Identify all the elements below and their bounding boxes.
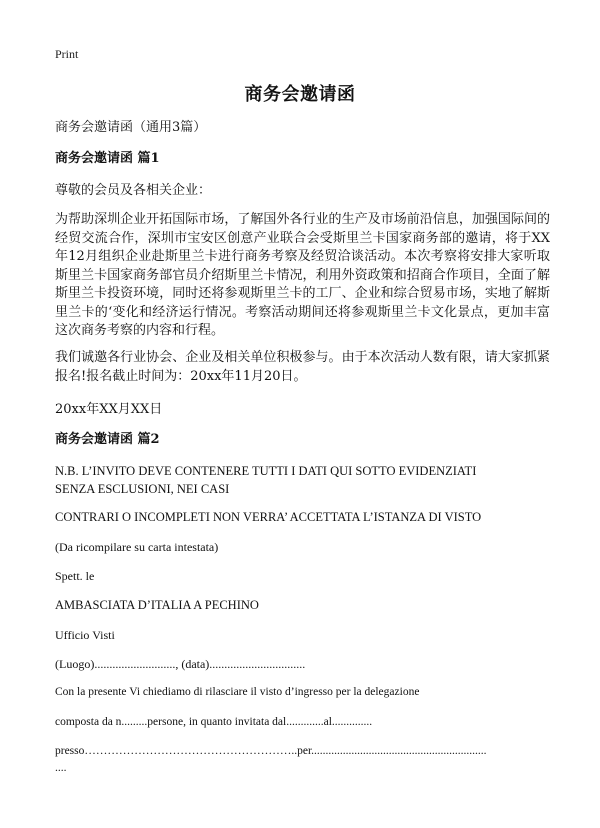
- presso-continuation: ....: [55, 762, 67, 774]
- section1-invite: 我们诚邀各行业协会、企业及相关单位积极参与。由于本次活动人数有限，请大家抓紧报名!报名截止时间为：20xx年11月20日。: [55, 350, 550, 384]
- recompile-note: (Da ricompilare su carta intestata): [55, 540, 219, 554]
- page-title: 商务会邀请函: [244, 84, 356, 105]
- nb-line-3: CONTRARI O INCOMPLETI NON VERRA’ ACCETTATA L’ISTANZA DI VISTO: [55, 510, 482, 524]
- presente-line: Con la presente Vi chiediamo di rilasciare il visto d’ingresso per la delegazione: [55, 686, 420, 698]
- nb-line-2: SENZA ESCLUSIONI, NEI CASI: [55, 482, 230, 496]
- section2-heading: 商务会邀请函 篇2: [55, 432, 160, 447]
- nb-line-1: N.B. L’INVITO DEVE CONTENERE TUTTI I DATI QUI SOTTO EVIDENZIATI: [55, 464, 477, 478]
- section1-body: 为帮助深圳企业开拓国际市场，了解国外各行业的生产及市场前沿信息，加强国际间的经贸交流合作，深圳市宝安区创意产业联合会受斯里兰卡国家商务部的邀请，将于XX年12月组织企业赴斯里兰卡进行商务考察及经贸洽谈活动。本次考察将安排大家听取斯里兰卡国家商务部官员介绍斯里兰卡情况，利用外资政策和招商合作项目，全面了解斯里兰卡投资环境，同时还将参观斯里兰卡的工厂、企业和综合贸易市场，实地了解斯里兰卡的‘变化和经济运行情况。考察活动期间还将参观斯里兰卡文化景点，更加丰富这次商务考察的内容和行程。: [55, 212, 550, 338]
- spett-line: Spett. le: [55, 569, 95, 583]
- presso-line: presso………………………………………………..per.............................................................: [55, 745, 487, 757]
- luogo-data-line: (Luogo)..........................., (data)................................: [55, 657, 306, 671]
- composta-line: composta da n.........persone, in quanto invitata dal.............al..............: [55, 716, 373, 728]
- section1-date: 20xx年XX月XX日: [55, 402, 163, 417]
- document-subtitle: 商务会邀请函（通用3篇）: [55, 120, 207, 135]
- print-label[interactable]: Print: [55, 47, 79, 61]
- section1-heading: 商务会邀请函 篇1: [55, 151, 160, 166]
- ambasciata-line: AMBASCIATA D’ITALIA A PECHINO: [55, 598, 259, 612]
- ufficio-line: Ufficio Visti: [55, 628, 115, 642]
- section1-greeting: 尊敬的会员及各相关企业：: [55, 183, 212, 198]
